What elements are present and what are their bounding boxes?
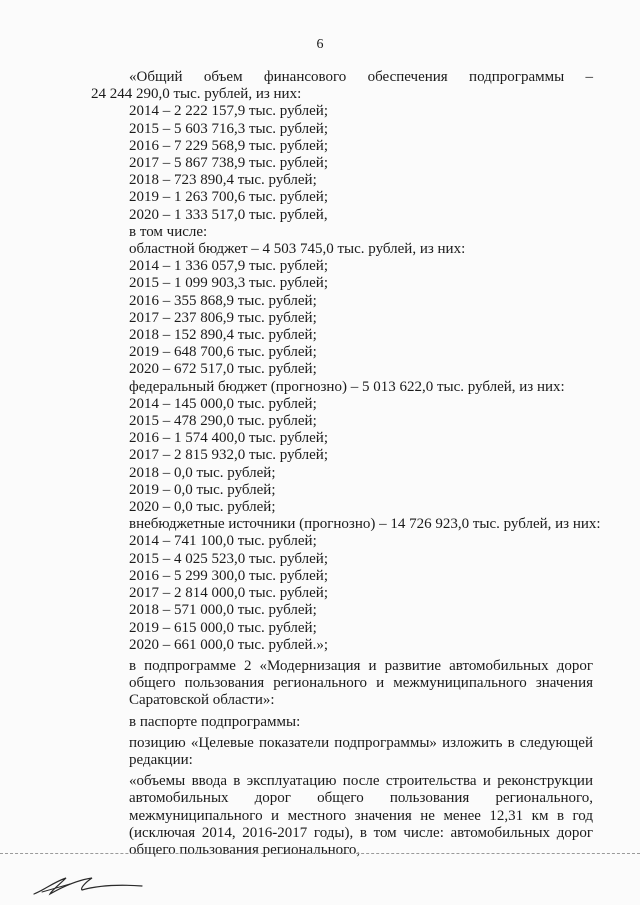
handwritten-signature — [30, 872, 160, 898]
text-line: в том числе: — [129, 223, 208, 240]
text-line: 2014 – 145 000,0 тыс. рублей; — [129, 395, 317, 412]
text-line: 2020 – 661 000,0 тыс. рублей.»; — [129, 636, 328, 653]
text-line: 2019 – 648 700,6 тыс. рублей; — [129, 344, 317, 361]
text-line: «Общий объем финансового обеспечения подпрограммы – — [129, 69, 593, 85]
text-line: 2014 – 1 336 057,9 тыс. рублей; — [129, 258, 328, 275]
text-line: 2017 – 2 814 000,0 тыс. рублей; — [129, 585, 328, 602]
paragraph-volumes: «объемы ввода в эксплуатацию после строительства и реконструкции автомобильных дорог общего пользования регионального, межмуниципального и местного значения не менее 12,31 км в год (исключая 2014, 2016-2017 годы), в том числе: автомобильных дорог общего пользования регионального, — [129, 773, 593, 858]
text-line: 2015 – 1 099 903,3 тыс. рублей; — [129, 275, 328, 292]
text-line: внебюджетные источники (прогнозно) – 14 726 923,0 тыс. рублей, из них: — [129, 516, 601, 533]
paragraph-position: позицию «Целевые показатели подпрограммы» изложить в следующей редакции: — [129, 734, 593, 768]
text-line: областной бюджет – 4 503 745,0 тыс. рублей, из них: — [129, 241, 466, 258]
text-line: федеральный бюджет (прогнозно) – 5 013 622,0 тыс. рублей, из них: — [129, 378, 565, 395]
text-line: 2018 – 571 000,0 тыс. рублей; — [129, 602, 317, 619]
text-line: 2015 – 5 603 716,3 тыс. рублей; — [129, 120, 328, 137]
text-line: 2019 – 0,0 тыс. рублей; — [129, 481, 276, 498]
text-line: 2016 – 5 299 300,0 тыс. рублей; — [129, 567, 328, 584]
text-line: 2019 – 1 263 700,6 тыс. рублей; — [129, 189, 328, 206]
text-line: 2016 – 1 574 400,0 тыс. рублей; — [129, 430, 328, 447]
text-line: 2016 – 7 229 568,9 тыс. рублей; — [129, 137, 328, 154]
text-line: 2016 – 355 868,9 тыс. рублей; — [129, 292, 317, 309]
text-line: 2014 – 741 100,0 тыс. рублей; — [129, 533, 317, 550]
text-line: 2020 – 0,0 тыс. рублей; — [129, 499, 276, 516]
paragraph-passport: в паспорте подпрограммы: — [129, 713, 301, 730]
text-line: 2017 – 2 815 932,0 тыс. рублей; — [129, 447, 328, 464]
text-line: 2020 – 1 333 517,0 тыс. рублей, — [129, 206, 328, 223]
paragraph-subprogram-2: в подпрограмме 2 «Модернизация и развитие автомобильных дорог общего пользования регионального и межмуниципального значения Саратовской области»: — [129, 657, 593, 709]
text-line: 24 244 290,0 тыс. рублей, из них: — [91, 86, 302, 103]
document-body — [91, 69, 601, 859]
text-line: 2018 – 723 890,4 тыс. рублей; — [129, 172, 317, 189]
text-line: 2017 – 237 806,9 тыс. рублей; — [129, 309, 317, 326]
text-line: 2020 – 672 517,0 тыс. рублей; — [129, 361, 317, 378]
text-line: 2019 – 615 000,0 тыс. рублей; — [129, 619, 317, 636]
text-line: 2015 – 4 025 523,0 тыс. рублей; — [129, 550, 328, 567]
text-line: 2018 – 152 890,4 тыс. рублей; — [129, 327, 317, 344]
text-line: 2018 – 0,0 тыс. рублей; — [129, 464, 276, 481]
page-cut-line — [0, 853, 640, 854]
text-line: 2017 – 5 867 738,9 тыс. рублей; — [129, 155, 328, 172]
text-line: 2014 – 2 222 157,9 тыс. рублей; — [129, 103, 328, 120]
text-line: 2015 – 478 290,0 тыс. рублей; — [129, 413, 317, 430]
page-number: 6 — [316, 37, 324, 52]
